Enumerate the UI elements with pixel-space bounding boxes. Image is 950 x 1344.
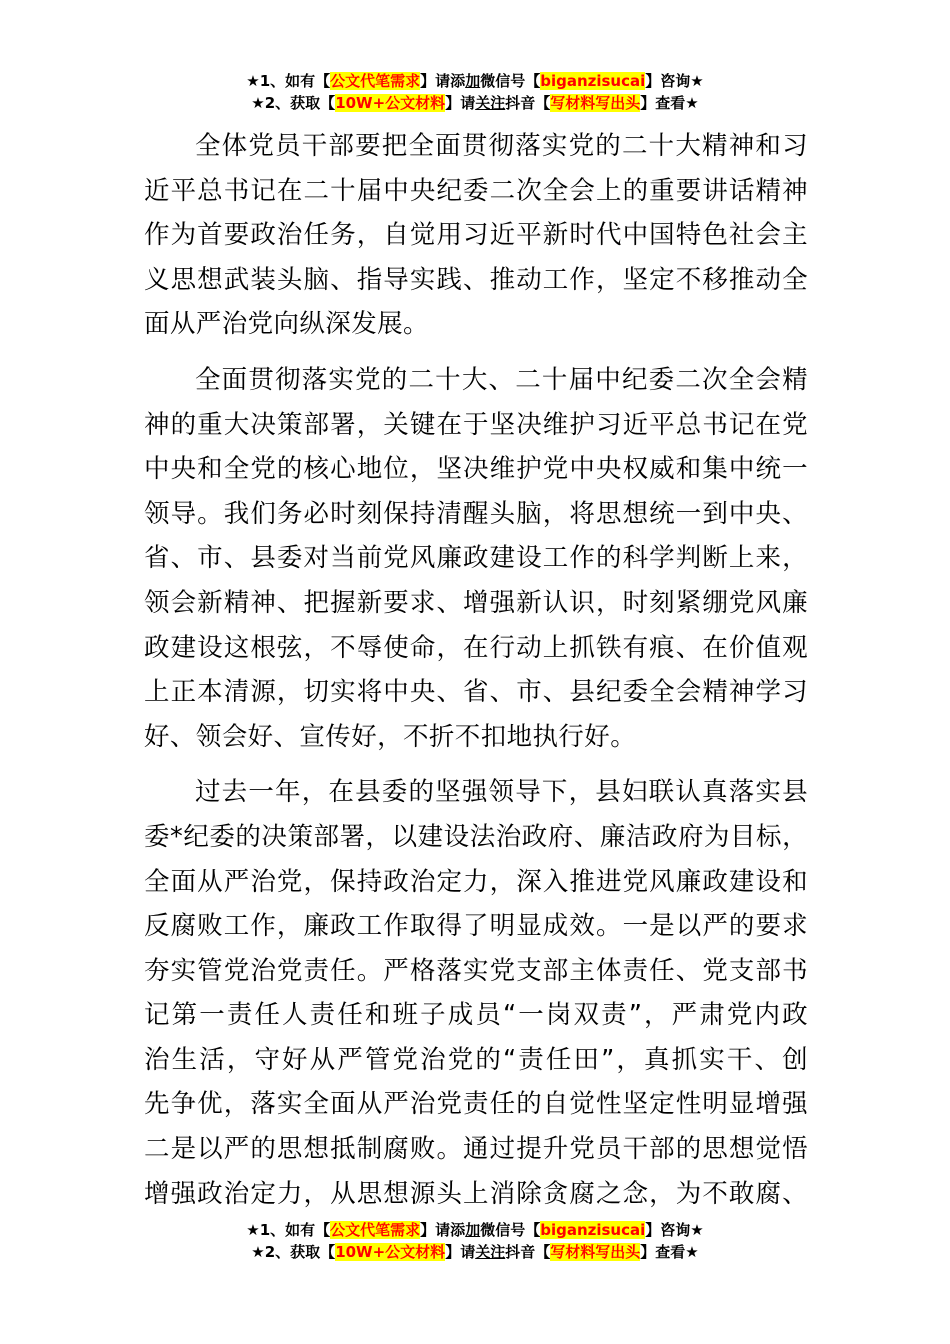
promo-text: ★1、如有【 (246, 72, 331, 90)
text-line: 全面贯彻落实党的二十大、二十届中纪委二次全会精 (195, 364, 808, 395)
text-line: 好、领会好、宣传好，不折不扣地执行好。 (144, 721, 637, 752)
promo-line-2 (0, 1241, 950, 1263)
promo-underlined-text: 加 (465, 72, 481, 90)
text-line: 面从严治党向纵深发展。 (144, 309, 429, 340)
promo-text: 】请 (445, 1243, 476, 1261)
promo-line-1 (0, 1219, 950, 1241)
promo-highlight-service: 公文代笔需求 (330, 72, 421, 90)
text-line: 作为首要政治任务，自觉用习近平新时代中国特色社会主 (144, 220, 808, 251)
promo-line-1 (0, 70, 950, 92)
paragraph-3 (144, 770, 808, 1216)
text-line: 先争优，落实全面从严治党责任的自觉性坚定性明显增强 (144, 1089, 808, 1120)
text-line: 反腐败工作，廉政工作取得了明显成效。一是以严的要求 (144, 911, 808, 942)
text-line: 义思想武装头脑、指导实践、推动工作，坚定不移推动全 (144, 264, 808, 295)
promo-highlight-service: 公文代笔需求 (330, 1221, 421, 1239)
text-line: 夯实管党治党责任。严格落实党支部主体责任、党支部书 (144, 955, 808, 986)
text-line: 省、市、县委对当前党风廉政建设工作的科学判断上来， (144, 543, 808, 574)
promo-text: 】请 (445, 94, 476, 112)
text-line: 领会新精神、把握新要求、增强新认识，时刻紧绷党风廉 (144, 587, 808, 618)
promo-text: 微信号【 (480, 72, 541, 90)
document-body (144, 124, 808, 1227)
footer-promo-banner (0, 1219, 950, 1263)
text-line: 领导。我们务必时刻保持清醒头脑，将思想统一到中央、 (144, 498, 808, 529)
paragraph-2 (144, 358, 808, 759)
promo-text: 】咨询★ (645, 72, 704, 90)
promo-line-2 (0, 92, 950, 114)
promo-text: 】咨询★ (645, 1221, 704, 1239)
text-line: 治生活，守好从严管党治党的“责任田”，真抓实干、创 (144, 1044, 808, 1075)
text-line: 神的重大决策部署，关键在于坚决维护习近平总书记在党 (144, 409, 808, 440)
text-line: 上正本清源，切实将中央、省、市、县纪委全会精神学习 (144, 677, 808, 708)
promo-text: ★2、获取【 (251, 1243, 336, 1261)
text-line: 近平总书记在二十届中央纪委二次全会上的重要讲话精神 (144, 175, 808, 206)
text-line: 政建设这根弦，不辱使命，在行动上抓铁有痕、在价值观 (144, 632, 808, 663)
promo-underlined-text: 关注 (475, 1243, 506, 1261)
promo-text: 抖音【 (505, 1243, 551, 1261)
promo-underlined-text: 关注 (475, 94, 506, 112)
text-line: 增强政治定力，从思想源头上消除贪腐之念，为不敢腐、 (144, 1178, 808, 1209)
promo-text: 】查看★ (640, 94, 699, 112)
text-line: 中央和全党的核心地位，坚决维护党中央权威和集中统一 (144, 454, 808, 485)
promo-text: 微信号【 (480, 1221, 541, 1239)
text-line: 全体党员干部要把全面贯彻落实党的二十大精神和习 (195, 131, 808, 161)
promo-highlight-materials: 10W+公文材料 (335, 94, 446, 112)
promo-highlight-douyin: 写材料写出头 (550, 1243, 641, 1261)
paragraph-1 (144, 124, 808, 347)
promo-text: ★2、获取【 (251, 94, 336, 112)
text-line: 过去一年，在县委的坚强领导下，县妇联认真落实县 (195, 777, 808, 808)
promo-text: 】请添 (420, 72, 466, 90)
promo-text: 】查看★ (640, 1243, 699, 1261)
promo-underlined-text: 加 (465, 1221, 481, 1239)
text-line: 全面从严治党，保持政治定力，深入推进党风廉政建设和 (144, 866, 808, 897)
promo-highlight-materials: 10W+公文材料 (335, 1243, 446, 1261)
text-line: 记第一责任人责任和班子成员“一岗双责”，严肃党内政 (144, 1000, 808, 1031)
promo-text: 】请添 (420, 1221, 466, 1239)
text-line: 二是以严的思想抵制腐败。通过提升党员干部的思想觉悟 (144, 1134, 808, 1165)
header-promo-banner (0, 70, 950, 114)
promo-text: ★1、如有【 (246, 1221, 331, 1239)
promo-highlight-wechat-id: biganzisucai (540, 1221, 646, 1239)
text-line: 委*纪委的决策部署，以建设法治政府、廉洁政府为目标， (144, 821, 808, 852)
promo-highlight-douyin: 写材料写出头 (550, 94, 641, 112)
promo-highlight-wechat-id: biganzisucai (540, 72, 646, 90)
promo-text: 抖音【 (505, 94, 551, 112)
